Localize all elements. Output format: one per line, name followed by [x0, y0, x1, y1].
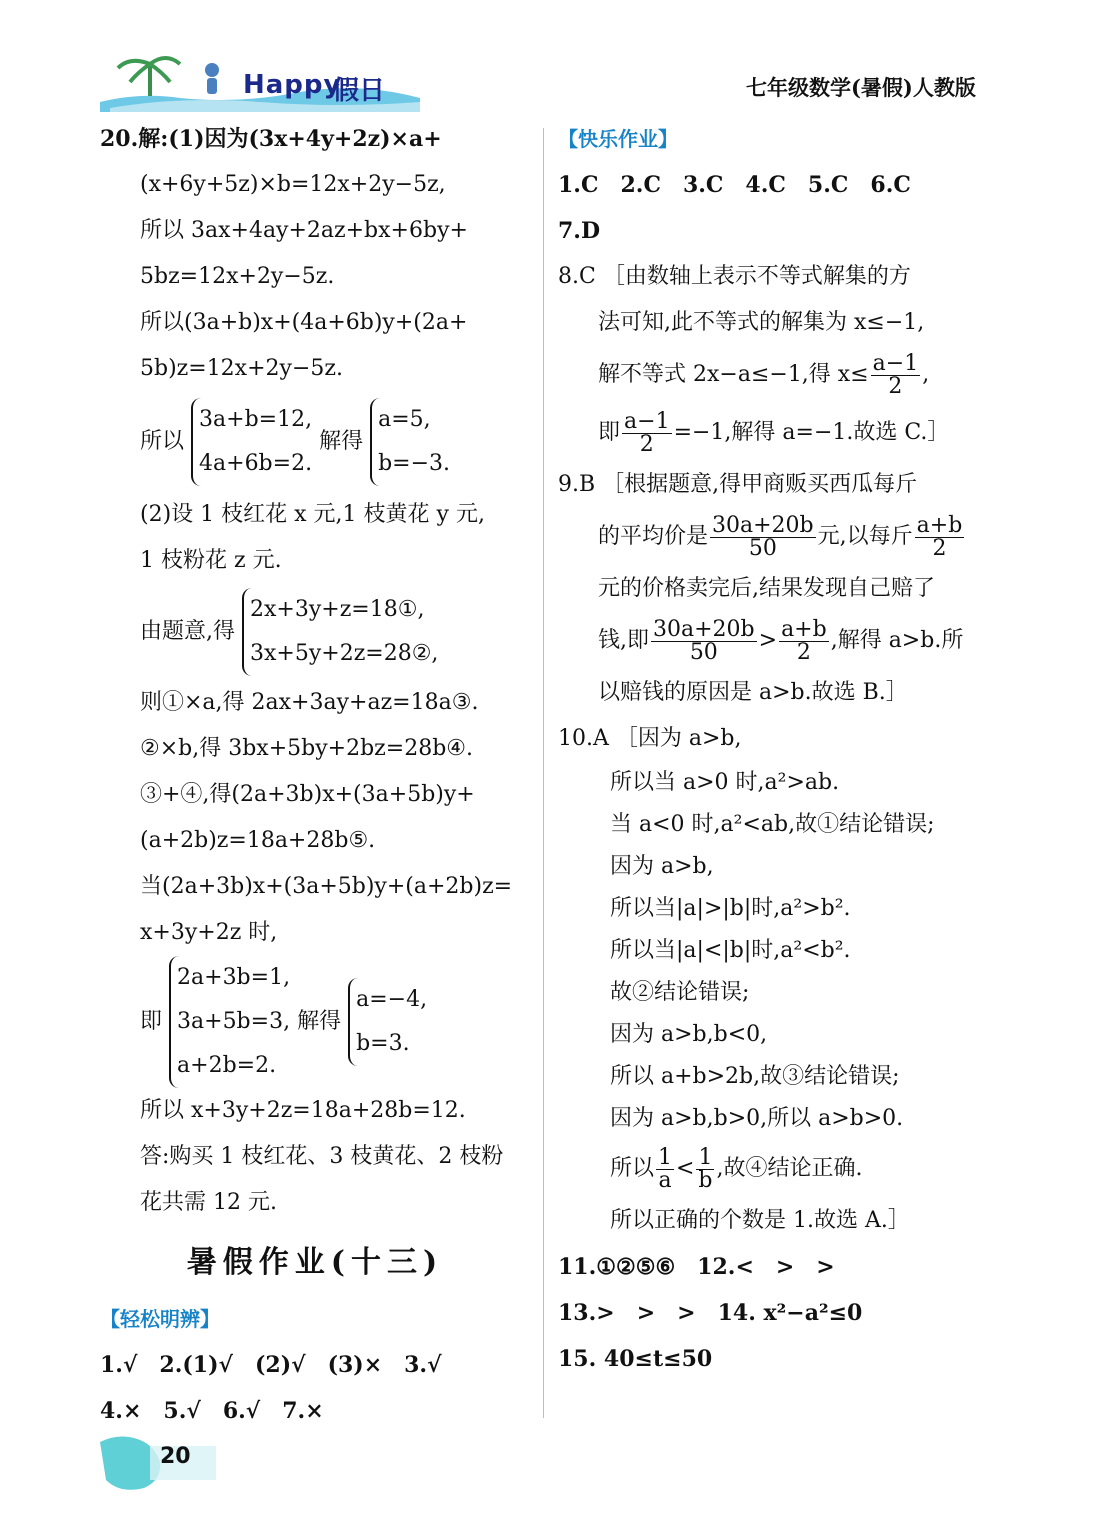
q20-line: 所以(3a+b)x+(4a+6b)y+(2a+	[140, 310, 468, 335]
derivation-line: 当(2a+3b)x+(3a+5b)y+(a+2b)z=	[140, 874, 513, 899]
q10-line: 10.A ［因为 a>b,	[558, 726, 742, 751]
fraction	[651, 616, 757, 665]
system-brace	[191, 398, 312, 486]
q10-line: 因为 a>b,b<0,	[610, 1022, 768, 1047]
solution-eq: a=5,	[378, 407, 431, 432]
q8-text: 解不等式 2x−a≤−1,得 x≤	[598, 362, 869, 387]
section-tag-easy: 【轻松明辨】	[100, 1307, 220, 1331]
equation-system-1	[100, 392, 530, 492]
q10-line: 所以 a+b>2b,故③结论错误;	[610, 1064, 900, 1089]
q9-line: 9.B ［根据题意,得甲商贩买西瓜每斤	[558, 472, 918, 497]
column-divider	[543, 128, 544, 1418]
q20-line: 20.解:(1)因为(3x+4y+2z)×a+	[100, 126, 442, 152]
q20-line: 5b)z=12x+2y−5z.	[140, 356, 343, 381]
q8-line	[558, 404, 998, 462]
fraction	[656, 1144, 674, 1193]
q9-text: ,解得 a>b.所	[830, 628, 964, 653]
fraction-denominator: 2	[639, 431, 654, 457]
fraction	[622, 408, 672, 457]
system-prefix: 由题意,得	[140, 619, 235, 644]
fraction-denominator: 2	[888, 373, 903, 399]
choice-answers: 1.C 2.C 3.C 4.C 5.C 6.C	[558, 172, 911, 198]
page-number-badge	[100, 1432, 220, 1492]
fraction-denominator: 50	[689, 639, 718, 665]
system-eq: 3a+b=12,	[199, 407, 313, 432]
q10-line: 所以当|a|<|b|时,a²<b².	[610, 938, 851, 963]
q8-text: ,	[922, 362, 930, 387]
fraction-denominator: a	[658, 1167, 672, 1193]
q9-line: 以赔钱的原因是 a>b.故选 B.］	[598, 680, 908, 705]
fill-answers: 15. 40≤t≤50	[558, 1346, 713, 1372]
solution-eq: b=3.	[356, 1031, 410, 1056]
fraction-numerator: a+b	[781, 616, 827, 642]
part2-line: 1 枝粉花 z 元.	[140, 548, 282, 573]
book-title: 七年级数学(暑假)人教版	[746, 75, 976, 100]
q10-text: <	[676, 1156, 695, 1181]
system-eq: a+2b=2.	[177, 1053, 277, 1078]
q10-line: 因为 a>b,	[610, 854, 714, 879]
equation-system-3	[100, 956, 530, 1088]
derivation-line: ③+④,得(2a+3b)x+(3a+5b)y+	[140, 782, 475, 807]
q8-line: 法可知,此不等式的解集为 x≤−1,	[598, 310, 925, 335]
conclusion-line: 答:购买 1 枝红花、3 枝黄花、2 枝粉	[140, 1144, 504, 1169]
conclusion-line: 所以 x+3y+2z=18a+28b=12.	[140, 1098, 466, 1123]
fraction-numerator: a−1	[624, 408, 670, 434]
system-prefix: 所以	[140, 429, 185, 454]
fraction	[871, 350, 921, 399]
q9-text: 元,以每斤	[817, 524, 913, 549]
fill-answers: 13.> > > 14. x²−a²≤0	[558, 1300, 863, 1326]
q20-line: 5bz=12x+2y−5z.	[140, 264, 335, 289]
q10-line: 所以正确的个数是 1.故选 A.］	[610, 1208, 910, 1233]
page-header	[0, 0, 1107, 120]
system-eq: 2a+3b=1,	[177, 965, 291, 990]
left-column	[100, 116, 530, 1434]
system-brace	[242, 588, 438, 676]
true-false-answers: 4.× 5.√ 6.√ 7.×	[100, 1398, 324, 1424]
part2-line: (2)设 1 枝红花 x 元,1 枝黄花 y 元,	[140, 502, 485, 527]
q8-text: =−1,解得 a=−1.故选 C.］	[673, 420, 950, 445]
logo-badge: 假日	[333, 76, 386, 106]
true-false-answers: 1.√ 2.(1)√ (2)√ (3)× 3.√	[100, 1352, 442, 1378]
q8-line: 8.C ［由数轴上表示不等式解集的方	[558, 264, 911, 289]
q10-line: 所以当|a|>|b|时,a²>b².	[610, 896, 851, 921]
equation-system-2	[100, 584, 530, 680]
right-column	[558, 116, 998, 1382]
system-prefix: 即	[140, 1009, 163, 1034]
fraction-denominator: b	[698, 1167, 713, 1193]
derivation-line: (a+2b)z=18a+28b⑤.	[140, 828, 376, 853]
q20-line: (x+6y+5z)×b=12x+2y−5z,	[140, 172, 446, 197]
section-tag-happy: 【快乐作业】	[558, 127, 678, 151]
q9-text: >	[758, 628, 778, 653]
fraction-numerator: 1	[698, 1144, 713, 1170]
fraction-numerator: 1	[658, 1144, 673, 1170]
q9-text: 钱,即	[598, 628, 649, 653]
q8-line	[558, 346, 998, 404]
q9-line: 元的价格卖完后,结果发现自己赔了	[598, 576, 935, 601]
choice-answers: 7.D	[558, 218, 601, 244]
fraction-denominator: 2	[796, 639, 811, 665]
q20-line: 所以 3ax+4ay+2az+bx+6by+	[140, 218, 468, 243]
q10-line	[558, 1140, 998, 1198]
q10-text: ,故④结论正确.	[716, 1156, 863, 1181]
fraction-numerator: 30a+20b	[653, 616, 755, 642]
system-eq: 3x+5y+2z=28②,	[250, 641, 439, 666]
system-eq: 3a+5b=3,	[177, 1009, 291, 1034]
q10-line: 当 a<0 时,a²<ab,故①结论错误;	[610, 812, 935, 837]
conclusion-line: 花共需 12 元.	[140, 1190, 277, 1215]
logo-happy-text: Happy	[243, 70, 342, 100]
q10-line: 故②结论错误;	[610, 980, 750, 1005]
fraction	[915, 512, 965, 561]
fraction	[710, 512, 816, 561]
q9-line	[558, 612, 998, 670]
fraction-denominator: 2	[932, 535, 947, 561]
fill-answers: 11.①②⑤⑥ 12.< > >	[558, 1254, 835, 1280]
fraction	[779, 616, 829, 665]
fraction-numerator: 30a+20b	[712, 512, 814, 538]
solution-eq: a=−4,	[356, 987, 428, 1012]
solve-word: 解得	[319, 429, 364, 454]
solve-word: 解得	[297, 1009, 342, 1034]
q9-line	[558, 508, 998, 566]
q10-line: 所以当 a>0 时,a²>ab.	[610, 770, 840, 795]
fraction-numerator: a−1	[872, 350, 919, 376]
fraction-numerator: a+b	[916, 512, 963, 538]
derivation-line: x+3y+2z 时,	[140, 920, 278, 945]
solution-eq: b=−3.	[378, 451, 451, 476]
solution-brace	[348, 978, 427, 1066]
q8-text: 即	[598, 420, 621, 445]
derivation-line: 则①×a,得 2ax+3ay+az=18a③.	[140, 690, 479, 715]
chapter-title: 暑假作业(十三)	[186, 1245, 444, 1280]
derivation-line: ②×b,得 3bx+5by+2bz=28b④.	[140, 736, 473, 761]
fraction	[696, 1144, 714, 1193]
q9-text: 的平均价是	[598, 524, 709, 549]
system-eq: 2x+3y+z=18①,	[250, 597, 425, 622]
q10-line: 因为 a>b,b>0,所以 a>b>0.	[610, 1106, 904, 1131]
q10-text: 所以	[610, 1156, 655, 1181]
system-brace	[169, 956, 290, 1088]
solution-brace	[370, 398, 450, 486]
system-eq: 4a+6b=2.	[199, 451, 313, 476]
fraction-denominator: 50	[748, 535, 777, 561]
page-number: 20	[160, 1444, 191, 1469]
